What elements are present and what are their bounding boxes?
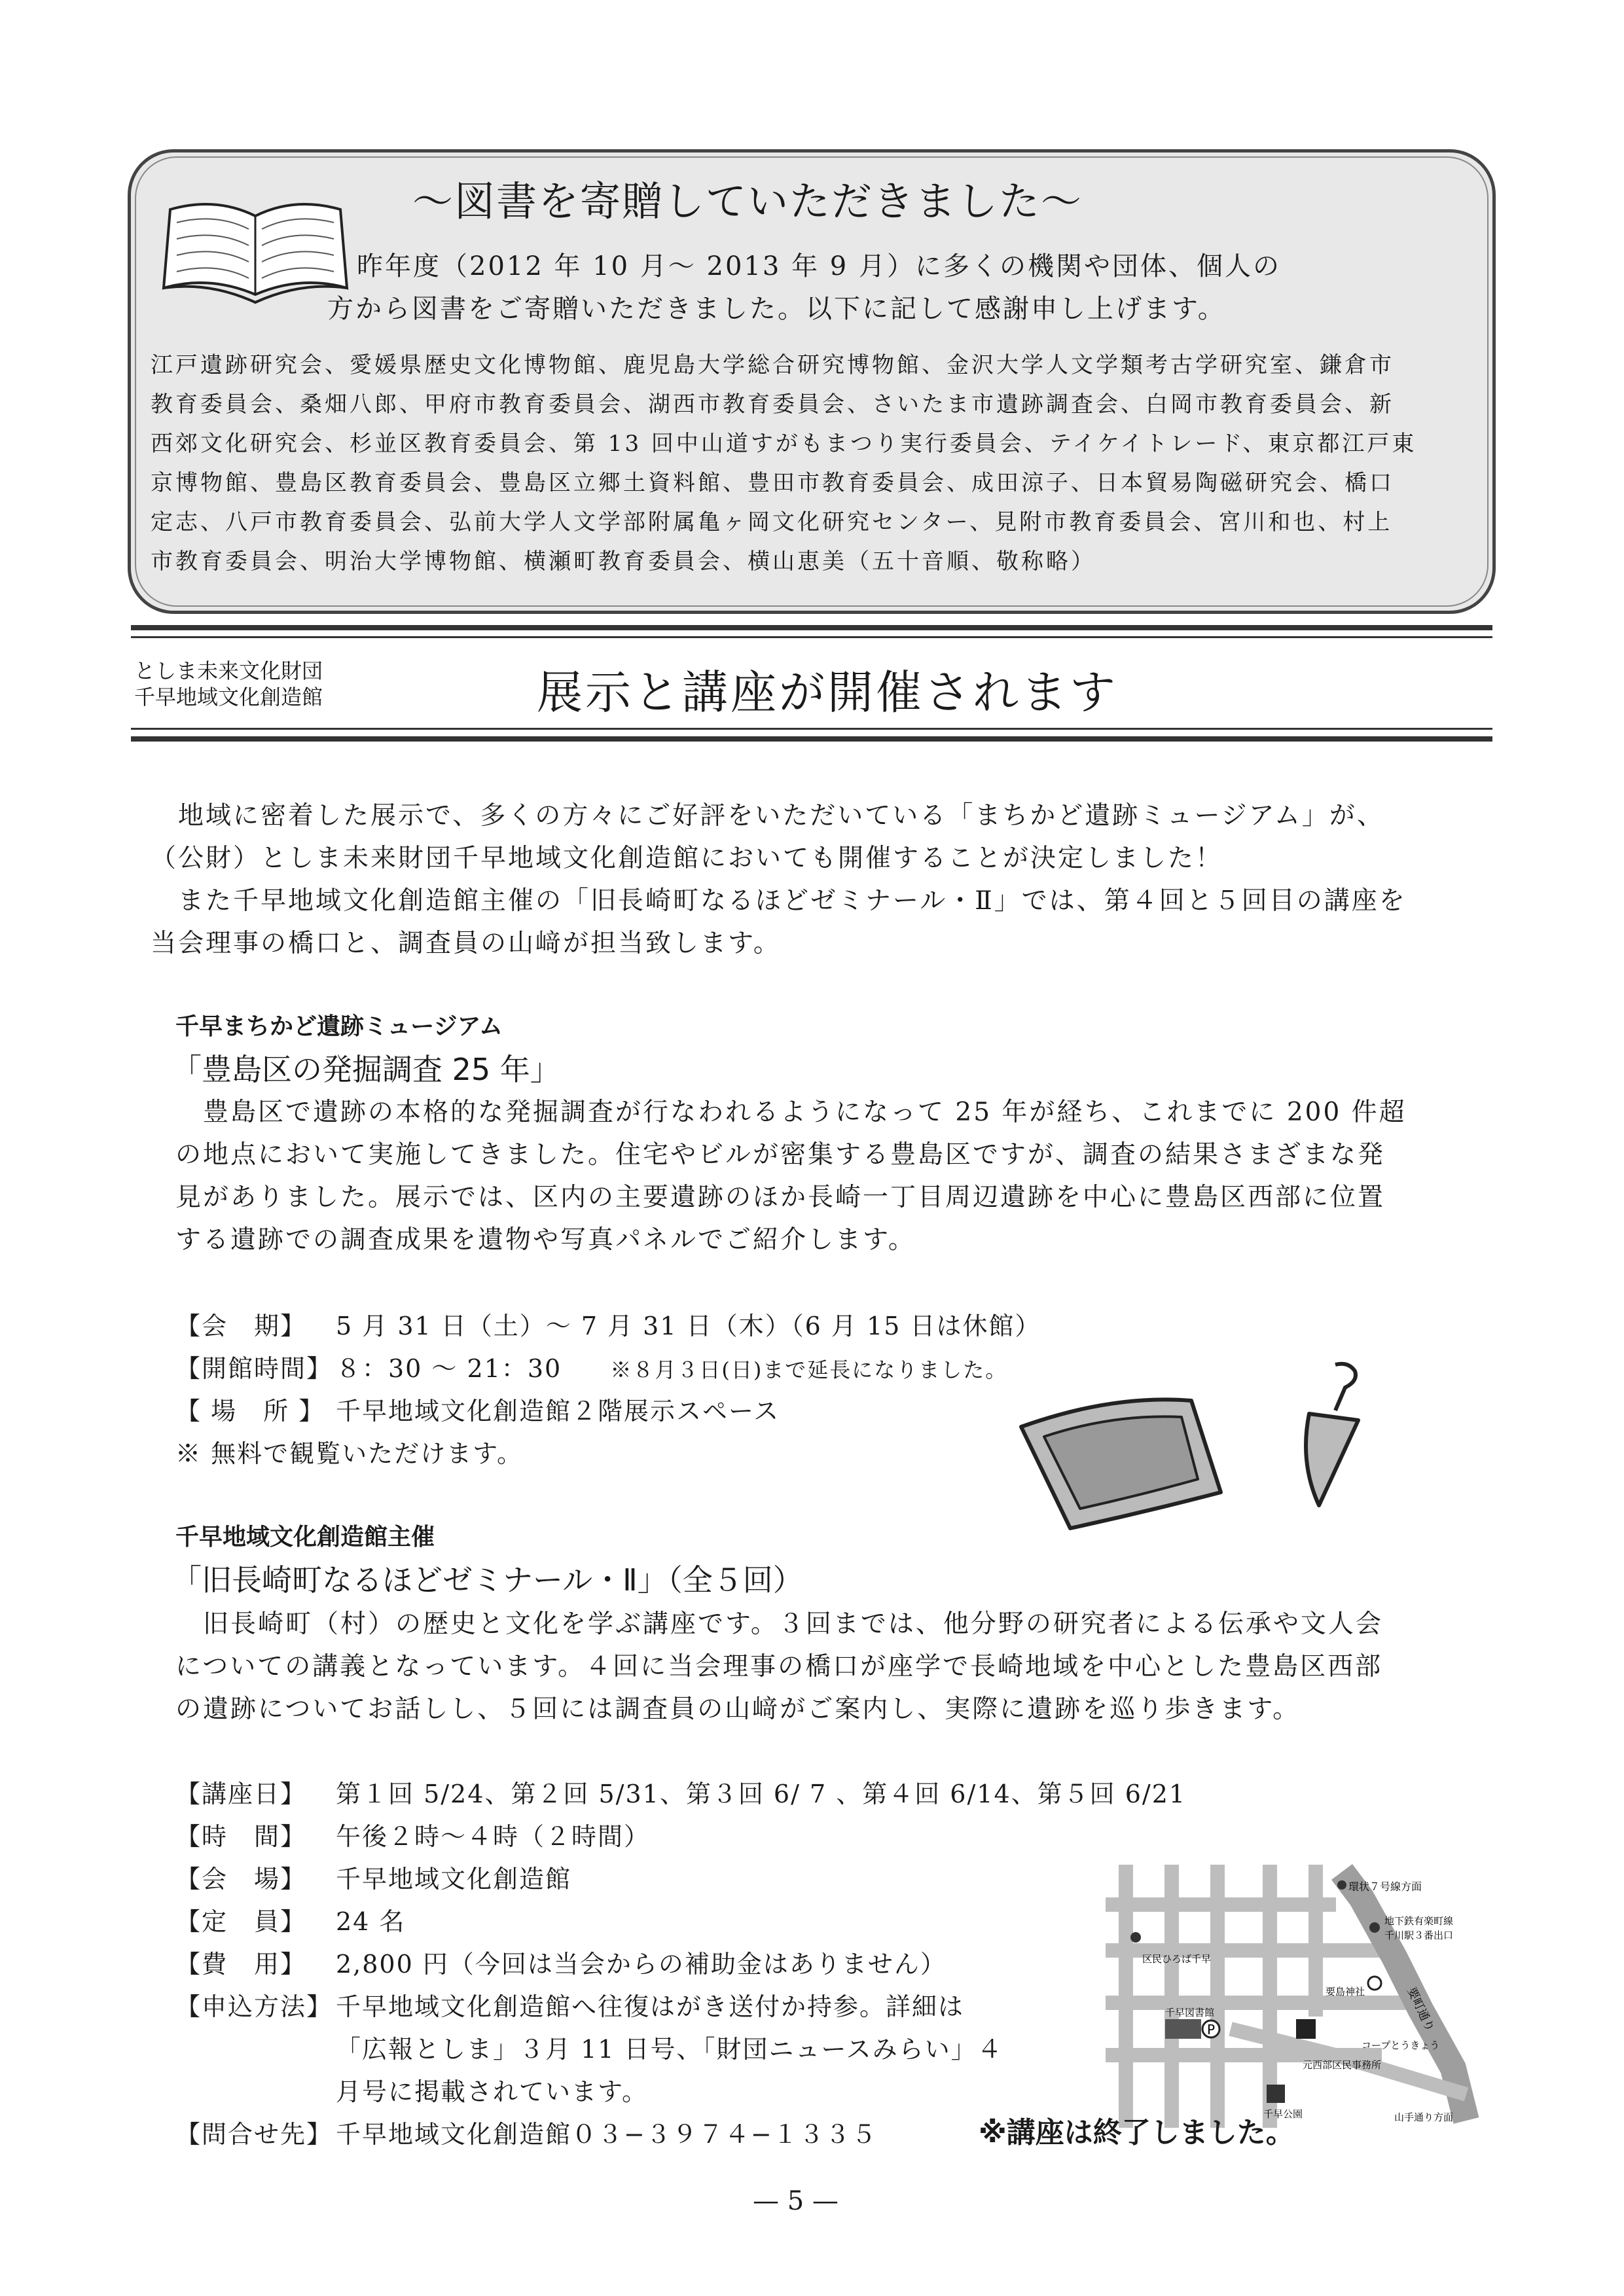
detail-label: 【申込方法】 bbox=[175, 1992, 333, 2021]
detail-label: 【 場 所 】 bbox=[175, 1397, 325, 1426]
section-intro-line: （公財）としま未来財団千早地域文化創造館においても開催することが決定しました！ bbox=[151, 844, 1223, 873]
donation-intro-line: 方から図書をご寄贈いただきました。以下に記して感謝申し上げます。 bbox=[327, 294, 1226, 324]
seminar-detail-time bbox=[175, 1816, 650, 1852]
park-icon bbox=[1267, 2085, 1285, 2103]
page-number: — 5 — bbox=[753, 2186, 839, 2216]
detail-label: 【定 員】 bbox=[175, 1907, 307, 1936]
free-admission-note: ※ 無料で観覧いただけます。 bbox=[175, 1439, 524, 1468]
exhibit-title: 「豊島区の発掘調査 25 年」 bbox=[171, 1052, 560, 1087]
exhibit-body-line: 見がありました。展示では、区内の主要遺跡のほか長崎一丁目周辺遺跡を中心に豊島区西部に位置 bbox=[175, 1183, 1386, 1212]
header-rule-bottom bbox=[131, 736, 1492, 742]
seminar-ended-note: ※講座は終了しました。 bbox=[979, 2116, 1295, 2149]
map-label-hiroba: 区民ひろば千早 bbox=[1142, 1953, 1212, 1965]
map-label-kanjo: 環状７号線方面 bbox=[1348, 1880, 1422, 1893]
detail-value: 5 月 31 日（土）〜 7 月 31 日（木）（6 月 15 日は休館） bbox=[336, 1312, 1041, 1340]
detail-label: 【講座日】 bbox=[175, 1780, 307, 1808]
header-rule-top-thin bbox=[131, 636, 1492, 638]
detail-value: 月号に掲載されています。 bbox=[336, 2077, 648, 2106]
detail-value: 午後２時〜４時（２時間） bbox=[336, 1822, 651, 1851]
map-label-library: 千早図書館 bbox=[1165, 2007, 1215, 2018]
map-label-yamate: 山手通り方面 bbox=[1394, 2111, 1454, 2123]
detail-label: 【会 場】 bbox=[175, 1865, 307, 1893]
detail-value: 千早地域文化創造館０３−３９７４−１３３５ bbox=[336, 2120, 878, 2149]
donor-list-line: 西郊文化研究会、杉並区教育委員会、第 13 回中山道すがもまつり実行委員会、テイケイトレード、東京都江戸東 bbox=[151, 431, 1417, 457]
exhibit-detail-hours bbox=[175, 1348, 1007, 1384]
seminar-detail-venue bbox=[175, 1859, 571, 1895]
hiroba-marker-icon bbox=[1130, 1932, 1141, 1943]
section-intro-line: 地域に密着した展示で、多くの方々にご好評をいただいている「まちかど遺跡ミュージアム」が、 bbox=[151, 801, 1384, 831]
map-label-street: 要町通り bbox=[1404, 1985, 1437, 2034]
detail-label: 【開館時間】 bbox=[175, 1354, 333, 1383]
map-label-shrine: 要島神社 bbox=[1326, 1986, 1365, 1998]
access-map bbox=[1100, 1859, 1479, 2134]
section-intro-line: 当会理事の橋口と、調査員の山﨑が担当致します。 bbox=[151, 929, 781, 958]
police-box-icon bbox=[1368, 1977, 1381, 1990]
map-label-park: 千早公園 bbox=[1263, 2108, 1303, 2120]
donation-title: 〜図書を寄贈していただきました〜 bbox=[412, 177, 1083, 225]
detail-label: 【問合せ先】 bbox=[175, 2120, 333, 2149]
extension-note: ※８月３日(日)まで延長になりました。 bbox=[610, 1357, 1008, 1382]
seminar-body-line: の遺跡についてお話しし、５回には調査員の山﨑がご案内し、実際に遺跡を巡り歩きます。 bbox=[175, 1695, 1301, 1724]
header-rule-bottom-thin bbox=[131, 728, 1492, 730]
detail-value: 24 名 bbox=[336, 1907, 406, 1936]
section-org-subname: 千早地域文化創造館 bbox=[134, 685, 323, 709]
donor-list-line: 教育委員会、桑畑八郎、甲府市教育委員会、湖西市教育委員会、さいたま市遺跡調査会、白岡市教育委員会、新 bbox=[151, 391, 1394, 418]
donor-list-line: 市教育委員会、明治大学博物館、横瀬町教育委員会、横山恵美（五十音順、敬称略） bbox=[151, 548, 1096, 575]
section-title: 展示と講座が開催されます bbox=[537, 666, 1118, 719]
map-label-office: 元西部区民事務所 bbox=[1303, 2059, 1382, 2071]
detail-value: ８：30 〜 21：30 bbox=[336, 1354, 562, 1383]
detail-value: 「広報としま」３月 11 日号、「財団ニュースみらい」４ bbox=[336, 2035, 1003, 2064]
exhibit-subtitle: 千早まちかど遺跡ミュージアム bbox=[175, 1013, 503, 1040]
seminar-detail-apply bbox=[175, 1986, 964, 2022]
seminar-detail-apply-cont bbox=[175, 2029, 1003, 2065]
seminar-detail-dates bbox=[175, 1774, 1186, 1810]
map-label-subway: 地下鉄有楽町線 bbox=[1384, 1915, 1454, 1927]
exhibit-body-line: の地点において実施してきました。住宅やビルが密集する豊島区ですが、調査の結果さまざまな発 bbox=[175, 1140, 1386, 1170]
seminar-body-line: 旧長崎町（村）の歴史と文化を学ぶ講座です。３回までは、他分野の研究者による伝承や文人会 bbox=[175, 1609, 1383, 1639]
donor-list-line: 定志、八戸市教育委員会、弘前大学人文学部附属亀ヶ岡文化研究センター、見附市教育委員会、宮川和也、村上 bbox=[151, 509, 1393, 535]
office-building-icon bbox=[1296, 2019, 1316, 2039]
seminar-subtitle: 千早地域文化創造館主催 bbox=[175, 1524, 435, 1551]
parking-label: P bbox=[1207, 2022, 1216, 2037]
detail-label: 【会 期】 bbox=[175, 1312, 307, 1340]
seminar-detail-fee bbox=[175, 1944, 947, 1980]
detail-value: 千早地域文化創造館へ往復はがき送付か持参。詳細は bbox=[336, 1992, 965, 2021]
excavation-tray-icon bbox=[1008, 1381, 1231, 1538]
section-intro-line: また千早地域文化創造館主催の「旧長崎町なるほどゼミナール・Ⅱ」では、第４回と５回目の講座を bbox=[151, 886, 1407, 916]
detail-label: 【費 用】 bbox=[175, 1950, 307, 1979]
kanjo-marker-icon bbox=[1337, 1880, 1346, 1890]
donation-intro-line: 昨年度（2012 年 10 月〜 2013 年 9 月）に多くの機関や団体、個人の bbox=[357, 251, 1281, 281]
header-rule-top bbox=[131, 625, 1492, 630]
detail-value: 第１回 5/24、第２回 5/31、第３回 6/ 7 、第４回 6/14、第５回 6/21 bbox=[336, 1780, 1187, 1808]
trowel-icon bbox=[1263, 1358, 1375, 1515]
seminar-detail-capacity bbox=[175, 1901, 405, 1937]
map-label-coop: コープとうきょう bbox=[1362, 2039, 1440, 2051]
exhibit-detail-place bbox=[175, 1391, 780, 1427]
seminar-body-line: についての講義となっています。４回に当会理事の橋口が座学で長崎地域を中心とした豊島区西部 bbox=[175, 1652, 1383, 1681]
seminar-detail-contact bbox=[175, 2114, 878, 2150]
exhibit-detail-period bbox=[175, 1306, 1041, 1342]
donor-list-line: 江戸遺跡研究会、愛媛県歴史文化博物館、鹿児島大学総合研究博物館、金沢大学人文学類考古学研究室、鎌倉市 bbox=[151, 352, 1394, 378]
seminar-title: 「旧長崎町なるほどゼミナール・Ⅱ」（全５回） bbox=[171, 1562, 803, 1598]
exhibit-body-line: する遺跡での調査成果を遺物や写真パネルでご紹介します。 bbox=[175, 1225, 916, 1255]
map-label-senkawa: 千川駅３番出口 bbox=[1384, 1929, 1454, 1941]
section-org-name: としま未来文化財団 bbox=[134, 658, 323, 683]
seminar-detail-apply-cont bbox=[175, 2072, 648, 2108]
detail-label: 【時 間】 bbox=[175, 1822, 307, 1851]
donor-list-line: 京博物館、豊島区教育委員会、豊島区立郷土資料館、豊田市教育委員会、成田涼子、日本貿易陶磁研究会、橋口 bbox=[151, 470, 1394, 496]
library-building-icon bbox=[1165, 2019, 1201, 2039]
open-book-icon bbox=[157, 190, 353, 308]
detail-value: 2,800 円（今回は当会からの補助金はありません） bbox=[336, 1950, 947, 1979]
exhibit-body-line: 豊島区で遺跡の本格的な発掘調査が行なわれるようになって 25 年が経ち、これまでに 200 件超 bbox=[175, 1098, 1407, 1127]
detail-value: 千早地域文化創造館２階展示スペース bbox=[336, 1397, 780, 1426]
subway-marker-icon bbox=[1369, 1922, 1380, 1933]
detail-value: 千早地域文化創造館 bbox=[336, 1865, 572, 1893]
